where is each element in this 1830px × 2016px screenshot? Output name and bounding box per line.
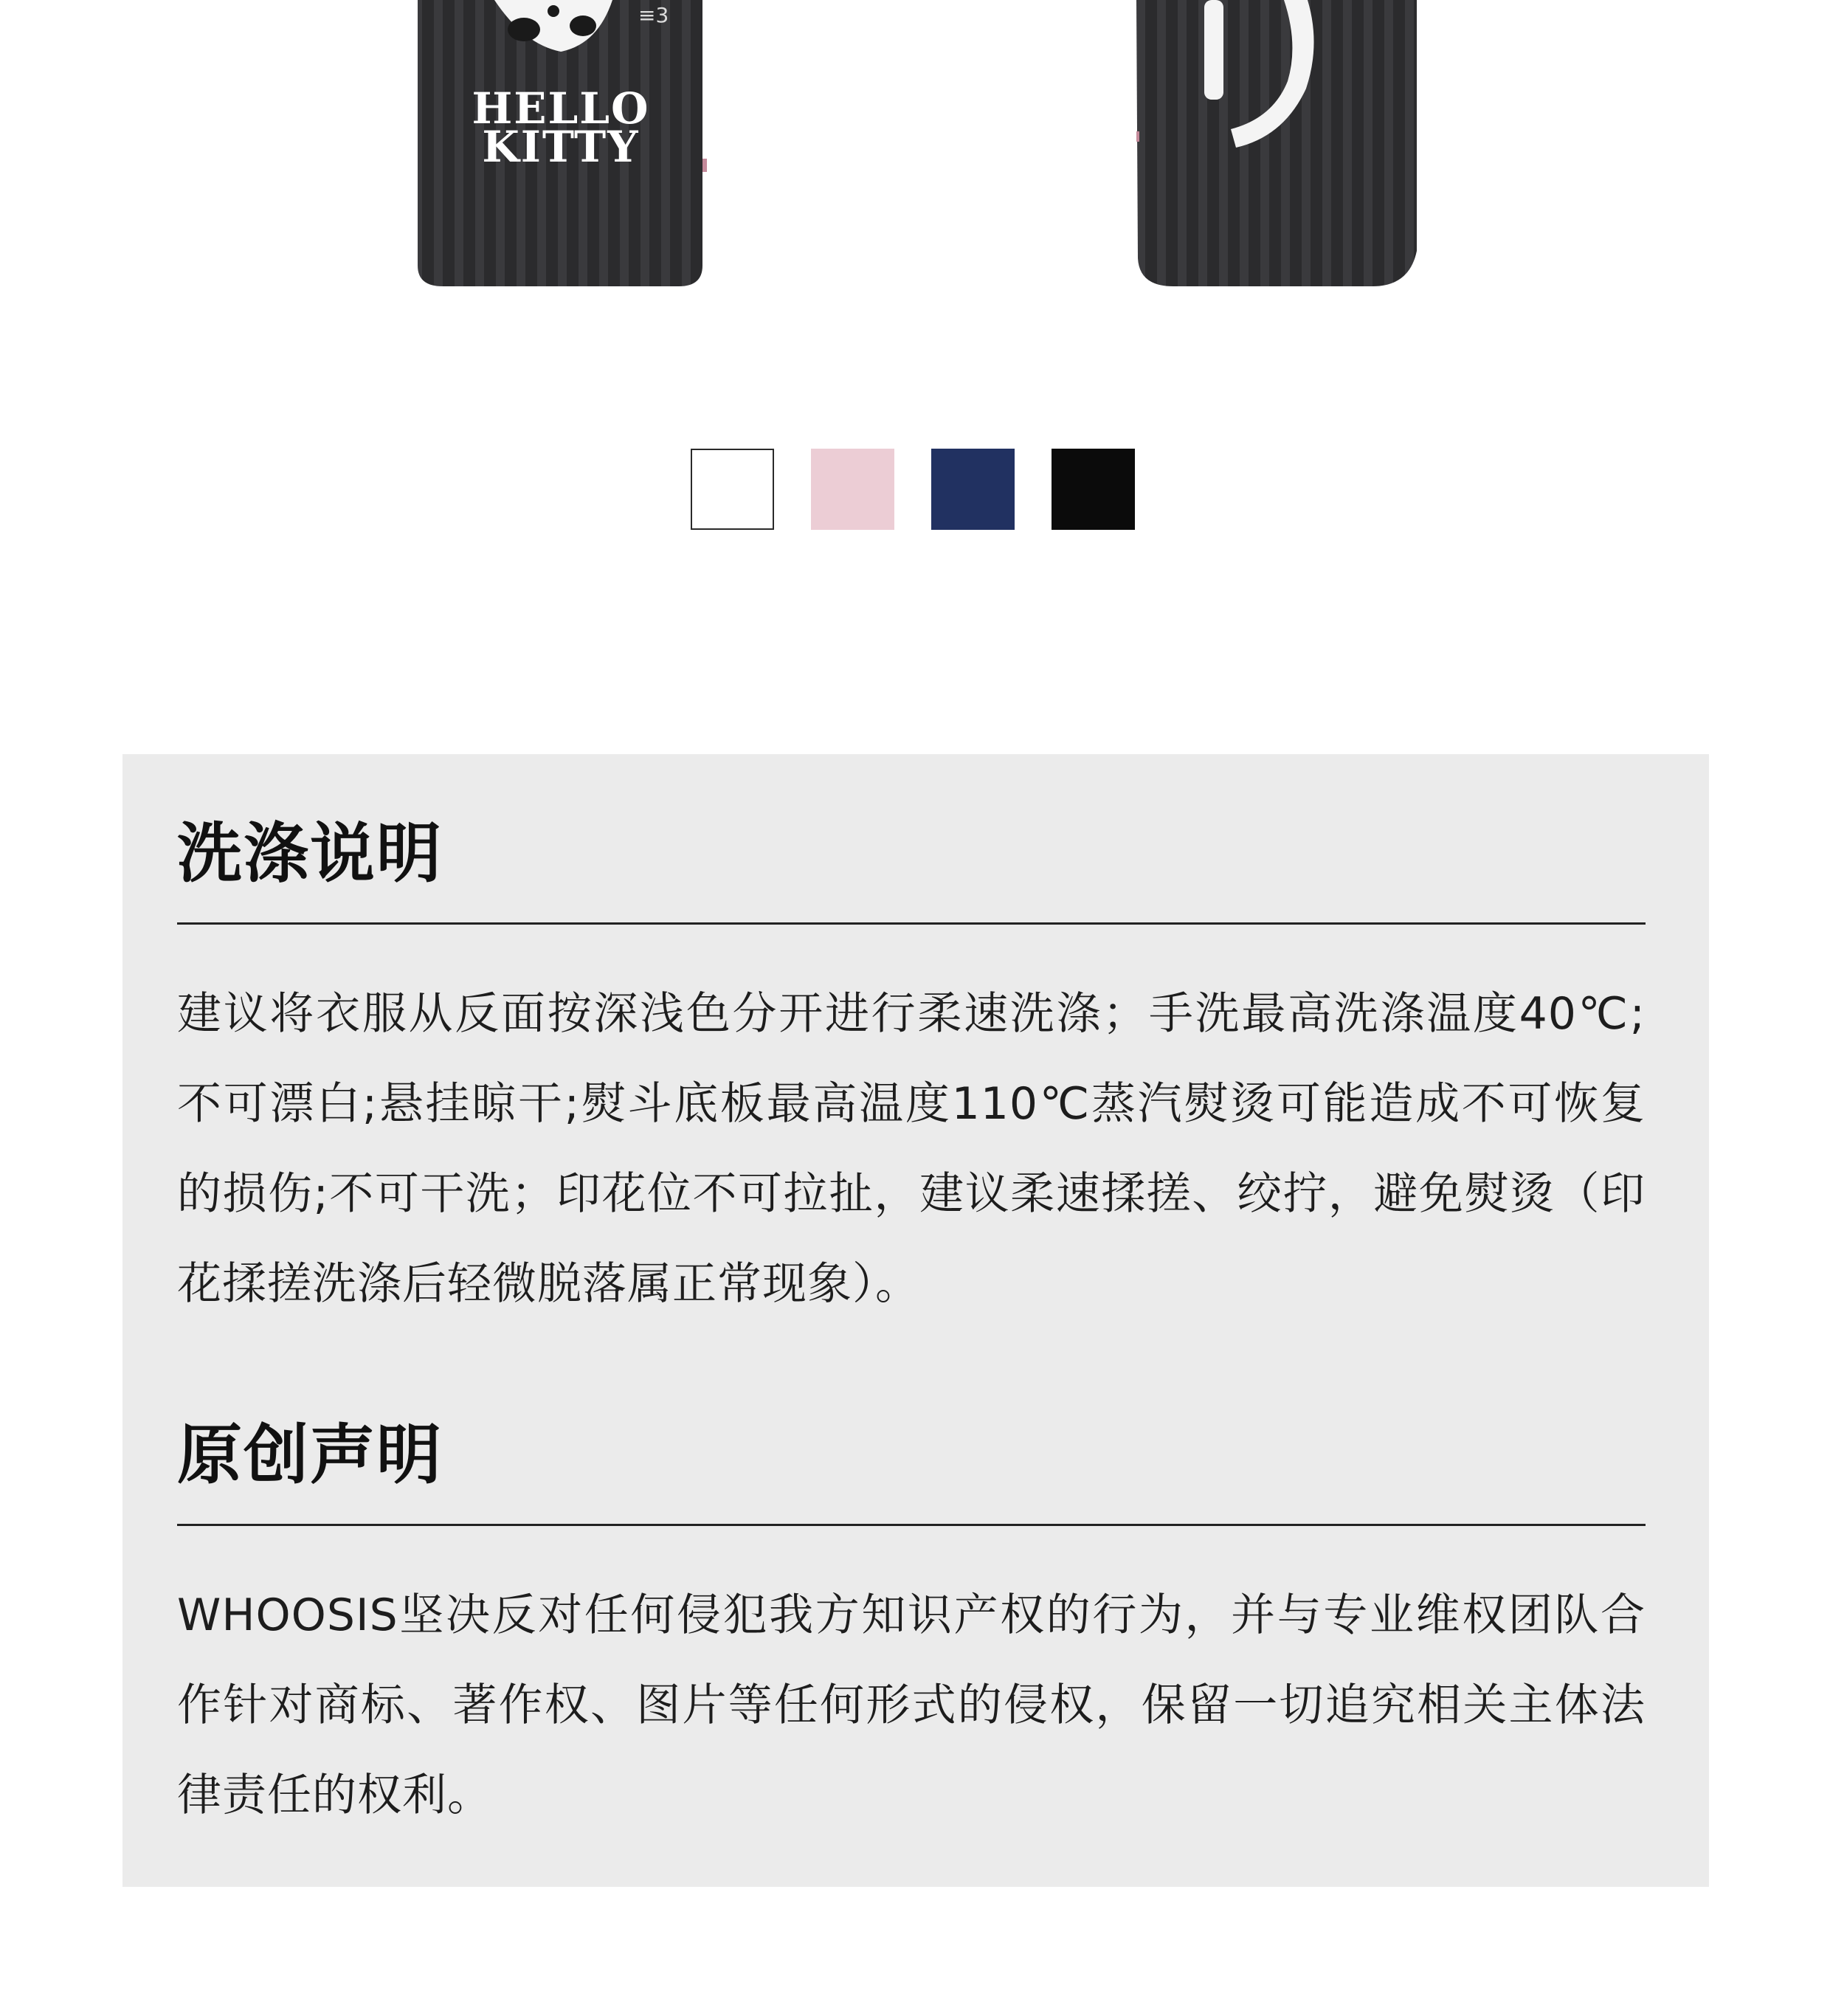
swatch-white[interactable]: [691, 449, 774, 530]
svg-text:≡3: ≡3: [638, 3, 669, 27]
original-statement-text: WHOOSIS坚决反对任何侵犯我方知识产权的行为，并与专业维权团队合作针对商标、著作权、图片等任何形式的侵权，保留一切追究相关主体法律责任的权利。: [177, 1589, 1646, 1821]
original-statement-title: 原创声明: [177, 1417, 443, 1493]
jersey-print-kitty: KITTY: [482, 122, 640, 172]
wash-instructions-section: [177, 813, 1646, 1373]
swatch-navy[interactable]: [931, 449, 1015, 530]
jersey-print-hello: HELLO: [472, 83, 650, 134]
info-panel: [122, 754, 1709, 1887]
jersey-back-shape: [1136, 0, 1424, 288]
jersey-back-image: [1136, 0, 1424, 288]
product-images: [0, 0, 1830, 295]
swatch-pink[interactable]: [811, 449, 894, 530]
color-swatches: [691, 449, 1135, 530]
swatch-black[interactable]: [1052, 449, 1135, 530]
wash-instructions-title: 洗涤说明: [177, 815, 443, 891]
wash-instructions-text: 建议将衣服从反面按深浅色分开进行柔速洗涤；手洗最高洗涤温度40℃;不可漂白;悬挂晾干;熨斗底板最高温度110℃蒸汽熨烫可能造成不可恢复的损伤;不可干洗；印花位不可拉扯，建议柔速揉搓、绞拧，避免熨烫（印花揉搓洗涤后轻微脱落属正常现象）。: [177, 988, 1646, 1310]
original-statement-section: [177, 1415, 1646, 1885]
jersey-front-image: [413, 0, 708, 288]
wash-instructions-divider: [177, 922, 1646, 925]
original-statement-divider: [177, 1524, 1646, 1526]
